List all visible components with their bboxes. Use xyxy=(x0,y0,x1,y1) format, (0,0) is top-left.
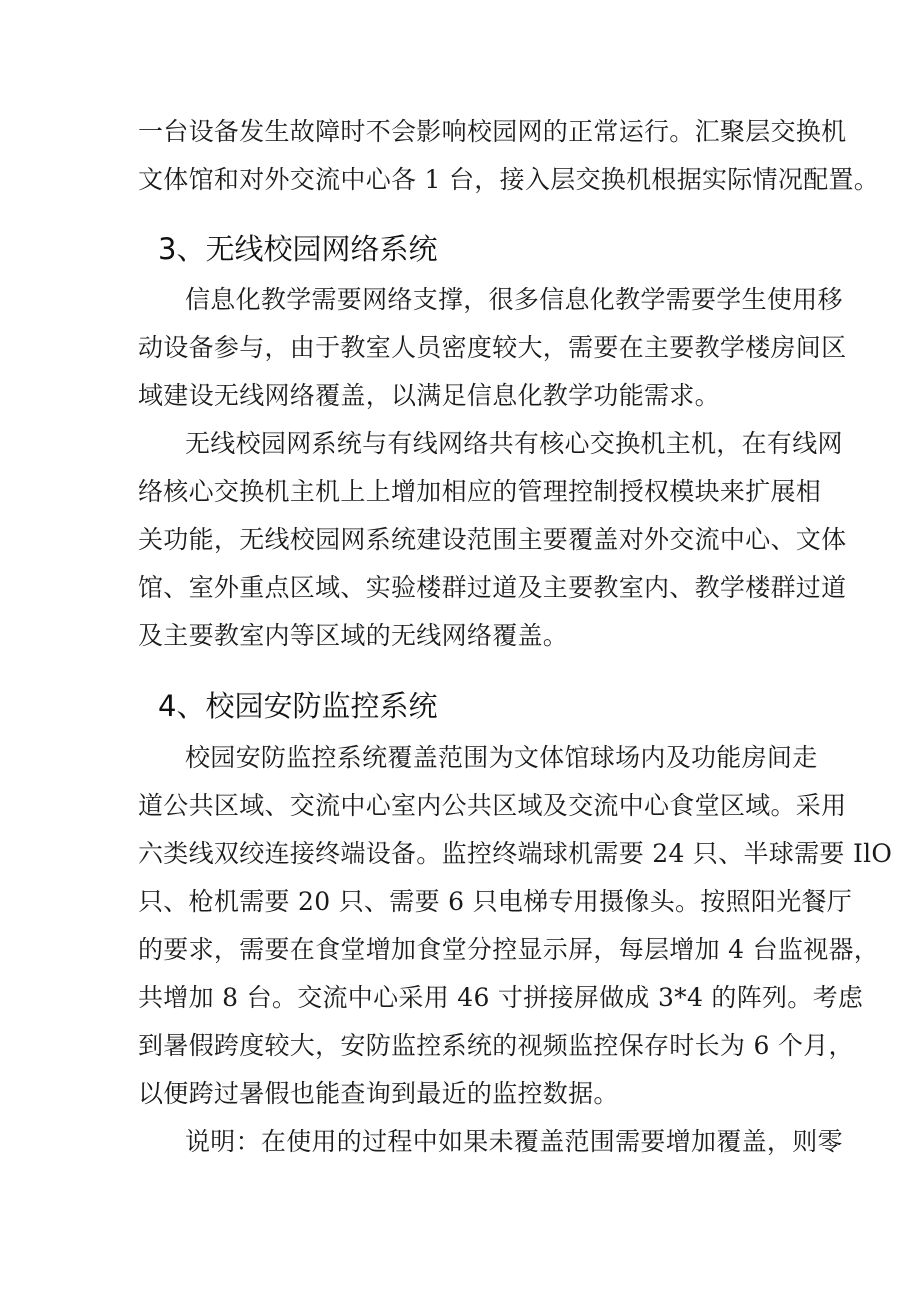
section-3-para-2-line-4: 馆、室外重点区域、实验楼群过道及主要教室内、教学楼群过道 xyxy=(138,573,847,602)
section-3-para-2-line-3: 关功能，无线校园网系统建设范围主要覆盖对外交流中心、文体 xyxy=(138,525,847,554)
section-3-para-2-line-2: 络核心交换机主机上上增加相应的管理控制授权模块来扩展相 xyxy=(138,477,822,506)
intro-line-2: 文体馆和对外交流中心各 1 台，接入层交换机根据实际情况配置。 xyxy=(138,165,880,194)
section-4-para-1-line-2: 道公共区域、交流中心室内公共区域及交流中心食堂区域。采用 xyxy=(138,791,847,820)
section-4-note: 说明：在使用的过程中如果未覆盖范围需要增加覆盖，则零 xyxy=(185,1127,843,1156)
intro-line-1: 一台设备发生故障时不会影响校园网的正常运行。汇聚层交换机 xyxy=(138,117,847,146)
section-4-para-1-line-7: 到暑假跨度较大，安防监控系统的视频监控保存时长为 6 个月， xyxy=(138,1031,854,1060)
section-3-para-2-line-1: 无线校园网系统与有线网络共有核心交换机主机，在有线网 xyxy=(185,429,843,458)
section-4-para-1-line-1: 校园安防监控系统覆盖范围为文体馆球场内及功能房间走 xyxy=(185,743,818,772)
section-4-para-1-line-4: 只、枪机需要 20 只、需要 6 只电梯专用摄像头。按照阳光餐厅 xyxy=(138,887,853,916)
section-4-para-1-line-8: 以便跨过暑假也能查询到最近的监控数据。 xyxy=(138,1079,619,1108)
section-4-para-1-line-5: 的要求，需要在食堂增加食堂分控显示屏，每层增加 4 台监视器， xyxy=(138,935,880,964)
section-3-para-1-line-1: 信息化教学需要网络支撑，很多信息化教学需要学生使用移 xyxy=(185,285,843,314)
section-3-para-2-line-5: 及主要教室内等区域的无线网络覆盖。 xyxy=(138,621,569,650)
section-4-para-1-line-3: 六类线双绞连接终端设备。监控终端球机需要 24 只、半球需要 IlO xyxy=(138,839,893,868)
section-3-heading: 3、无线校园网络系统 xyxy=(158,232,438,266)
section-4-para-1-line-6: 共增加 8 台。交流中心采用 46 寸拼接屏做成 3*4 的阵列。考虑 xyxy=(138,983,864,1012)
section-4-heading: 4、校园安防监控系统 xyxy=(158,689,438,723)
section-3-para-1-line-2: 动设备参与，由于教室人员密度较大，需要在主要教学楼房间区 xyxy=(138,333,847,362)
section-3-para-1-line-3: 域建设无线网络覆盖，以满足信息化教学功能需求。 xyxy=(138,381,720,410)
